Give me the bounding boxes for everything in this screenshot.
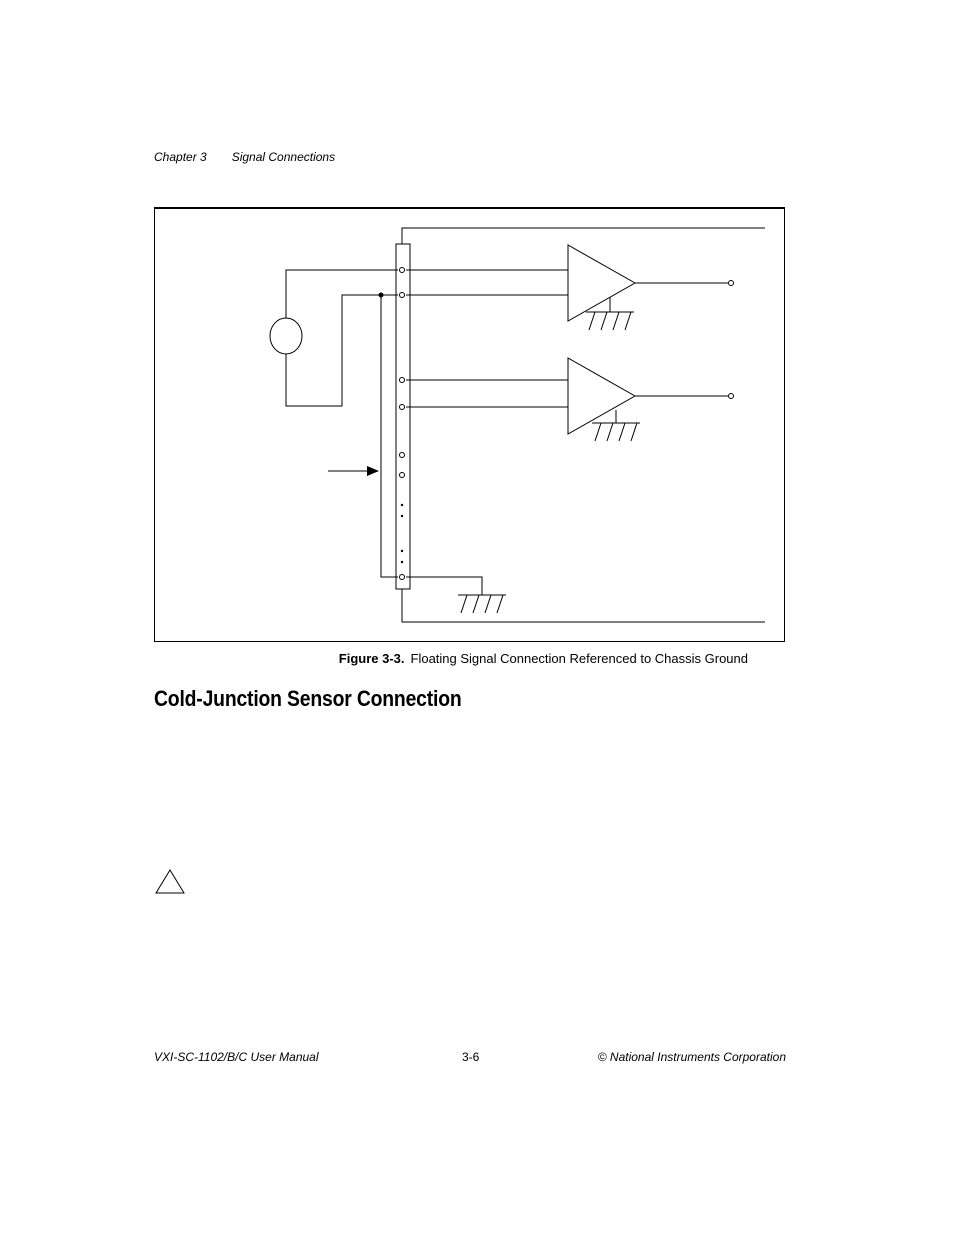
ellipsis-dot-4 [401,561,403,563]
footer-manual-title: VXI-SC-1102/B/C User Manual [154,1050,319,1064]
chassis-line-bottom [402,589,765,622]
terminal-3 [400,378,405,383]
ground-reference-wire [381,295,398,577]
circuit-diagram [155,209,786,644]
footer-page-number: 3-6 [462,1050,480,1064]
terminal-4 [400,405,405,410]
ch2-output-terminal [729,394,734,399]
chapter-label: Chapter 3 [154,150,207,164]
terminal-5 [400,453,405,458]
terminal-7 [400,575,405,580]
figure-caption-text: Floating Signal Connection Referenced to Chassis Ground [410,651,748,666]
ch1-amplifier [568,245,635,321]
section-label: Signal Connections [231,150,336,164]
figure-frame [154,207,785,642]
chassis-line-top [402,228,765,244]
figure-caption [339,651,748,666]
junction-dot [379,293,384,298]
page-footer [154,1050,786,1066]
terminal-6 [400,473,405,478]
ch1-ground-hatch [589,312,631,330]
terminal-2 [400,293,405,298]
ellipsis-dot-1 [401,504,403,506]
ellipsis-dot-2 [401,515,403,517]
chassis-ground-lead [406,577,482,595]
chassis-ground-hatch [461,595,503,613]
section-heading: Cold-Junction Sensor Connection [154,686,462,711]
footer-copyright: © National Instruments Corporation [597,1050,786,1064]
terminal-1 [400,268,405,273]
ch1-output-terminal [729,281,734,286]
pointer-arrow-head [367,466,379,476]
running-header [154,150,335,164]
ch2-ground-hatch [595,423,637,441]
signal-source [270,318,302,354]
ellipsis-dot-3 [401,550,403,552]
caution-triangle-icon [155,869,185,900]
figure-label: Figure 3-3. [338,651,405,666]
